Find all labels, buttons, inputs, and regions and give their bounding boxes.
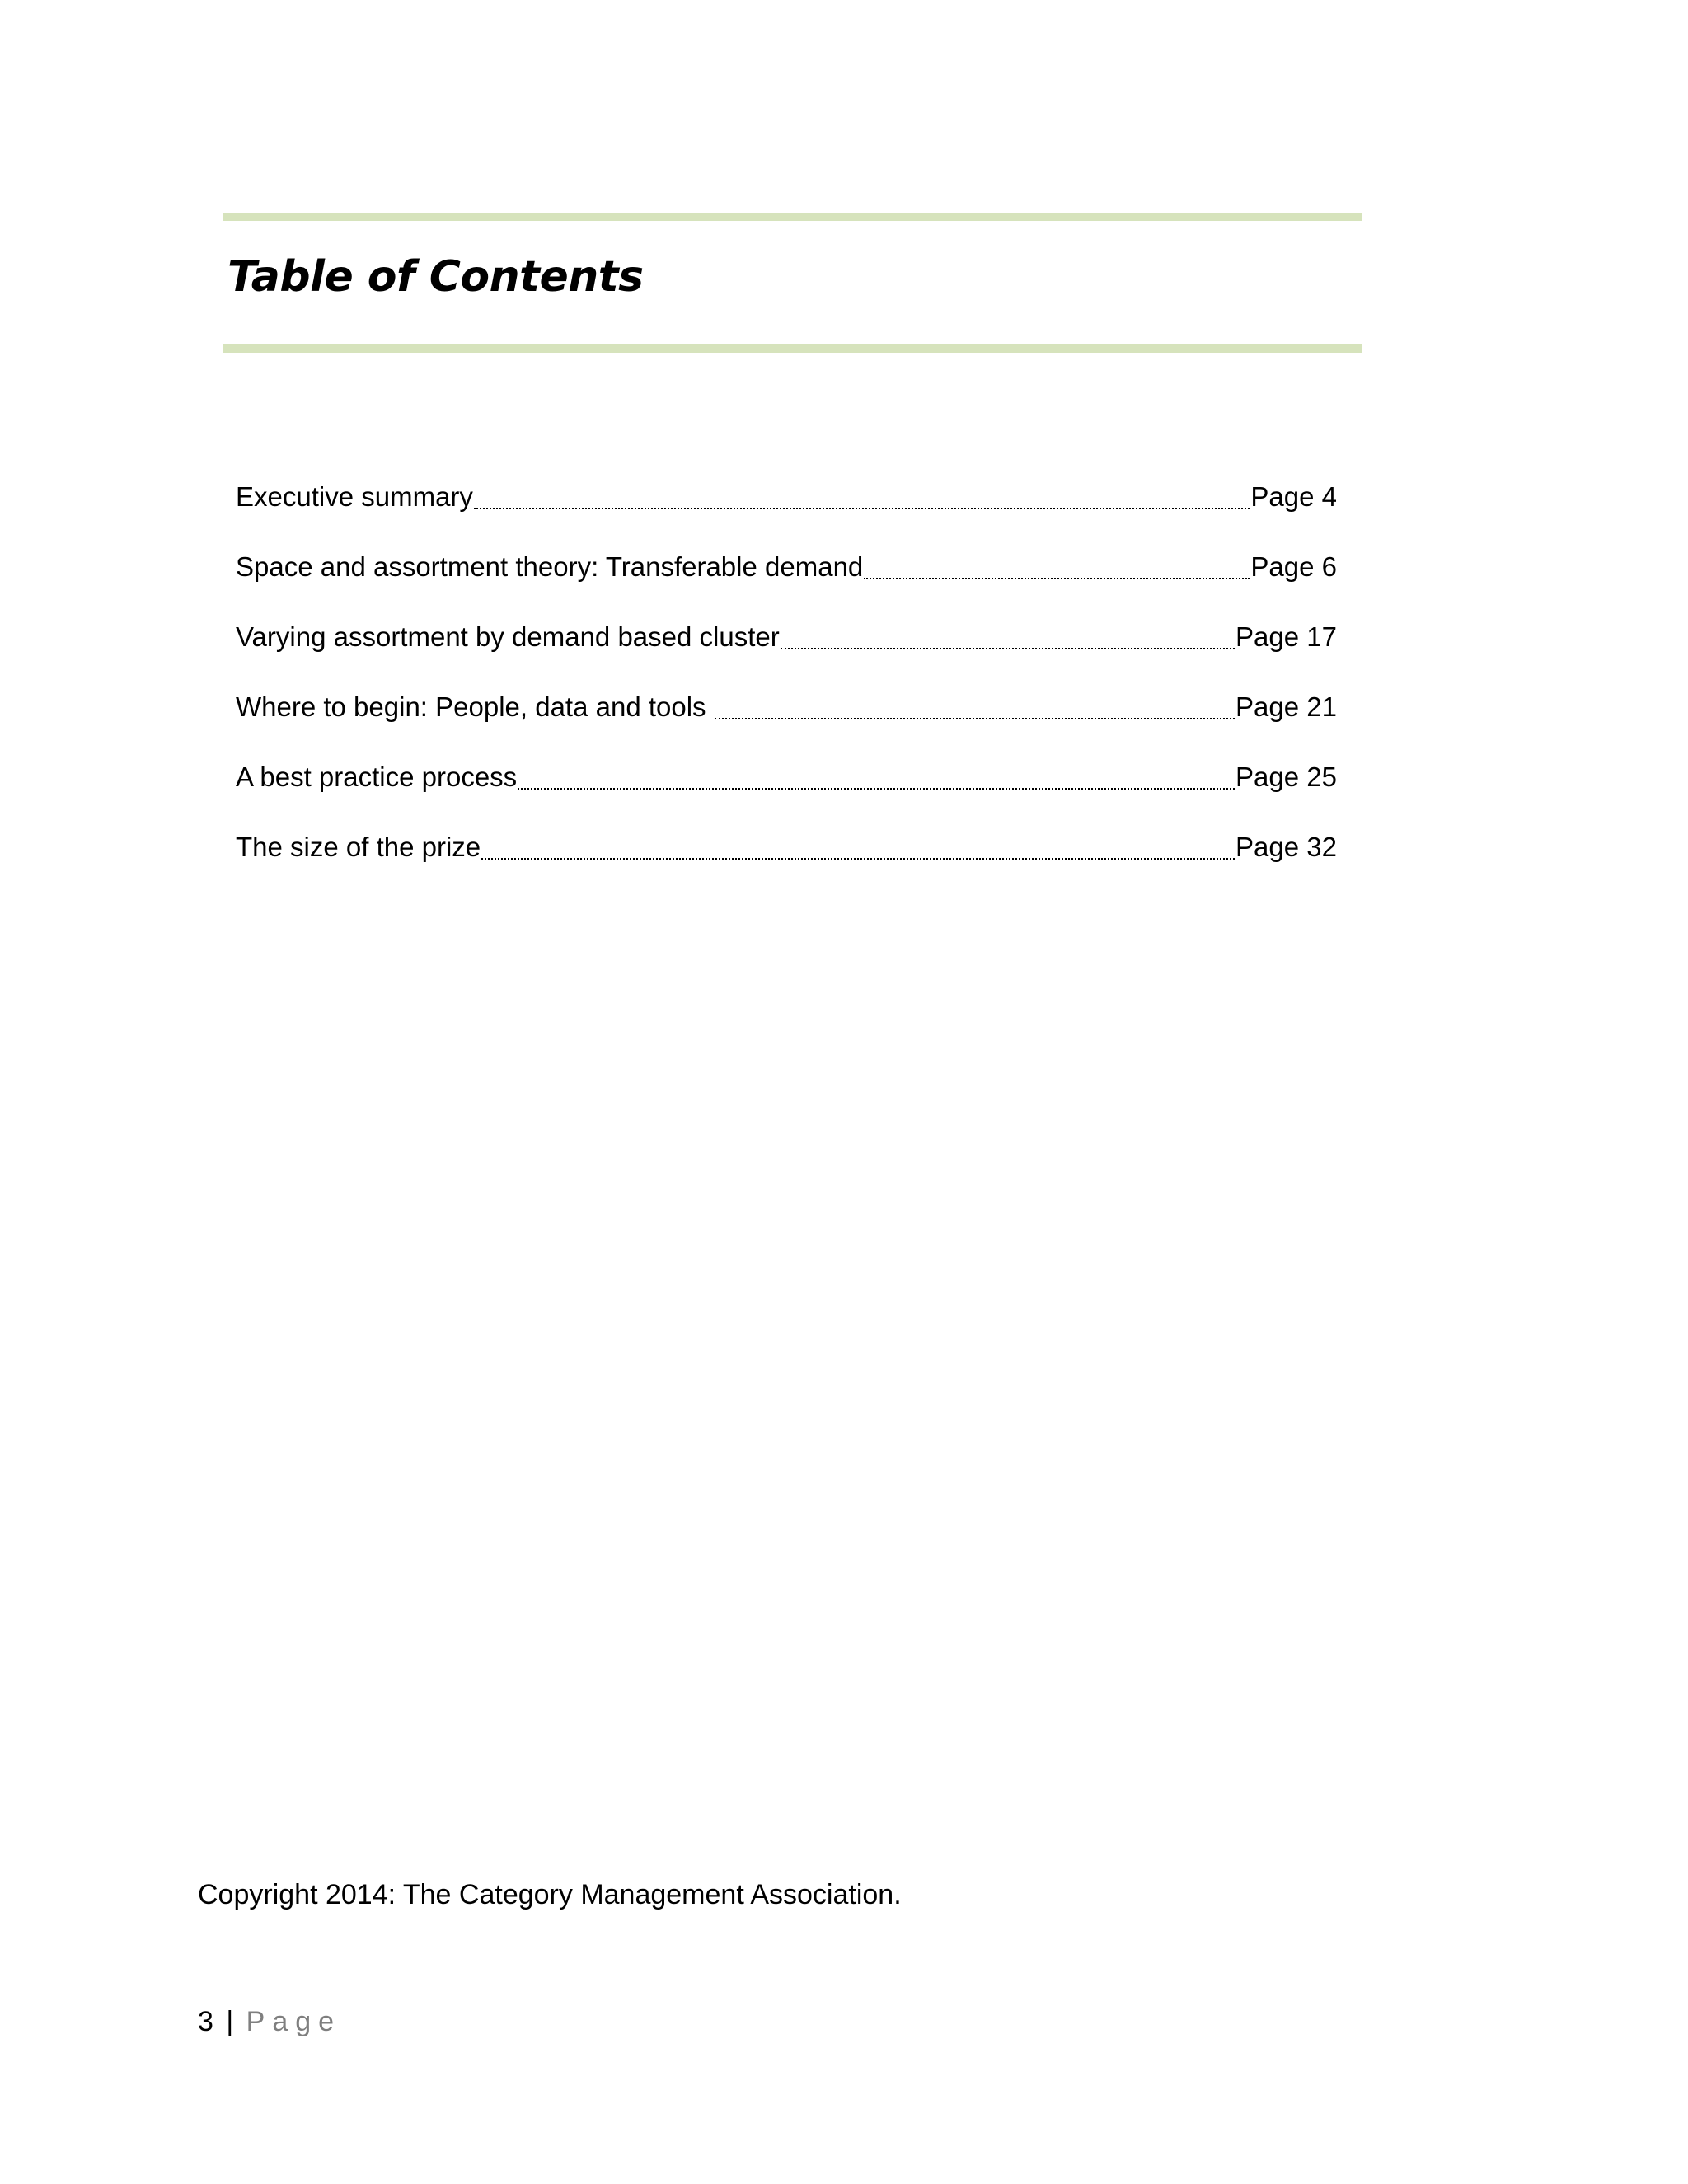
toc-entry-label: Space and assortment theory: Transferable demand	[236, 551, 864, 582]
toc-leader-dots	[781, 648, 1235, 649]
toc-entry-page: Page 21	[1236, 691, 1337, 722]
toc-entry-page: Page 6	[1250, 551, 1337, 582]
toc-entry[interactable]	[236, 476, 1337, 546]
page-number: 3	[198, 2006, 213, 2037]
toc-entry-label: Where to begin: People, data and tools	[236, 691, 714, 722]
toc-entry-page: Page 4	[1250, 481, 1337, 512]
title-rule-bottom	[223, 344, 1362, 353]
page-title: Table of Contents	[227, 252, 644, 302]
toc-entry-page: Page 17	[1236, 621, 1337, 652]
toc-entry[interactable]	[236, 687, 1337, 757]
toc-entry-label: Varying assortment by demand based cluster	[236, 621, 780, 652]
page-footer	[198, 2001, 341, 2042]
toc-entry-label: The size of the prize	[236, 832, 481, 862]
toc-entry-label: Executive summary	[236, 481, 473, 512]
toc-leader-dots	[518, 788, 1235, 790]
copyright-notice: Copyright 2014: The Category Management Association.	[198, 1879, 902, 1910]
toc-leader-dots	[481, 858, 1235, 860]
toc-entry[interactable]	[236, 827, 1337, 897]
title-rule-top	[223, 213, 1362, 221]
toc-entry[interactable]	[236, 546, 1337, 616]
toc-entry[interactable]	[236, 757, 1337, 827]
toc-list	[236, 476, 1337, 897]
page-label: Page	[246, 2006, 342, 2037]
page-separator: |	[226, 2006, 234, 2037]
toc-leader-dots	[715, 718, 1235, 719]
toc-entry[interactable]	[236, 616, 1337, 687]
toc-leader-dots	[474, 508, 1250, 509]
toc-leader-dots	[864, 578, 1250, 579]
toc-entry-label: A best practice process	[236, 762, 518, 792]
toc-entry-page: Page 32	[1236, 832, 1337, 862]
toc-entry-page: Page 25	[1236, 762, 1337, 792]
